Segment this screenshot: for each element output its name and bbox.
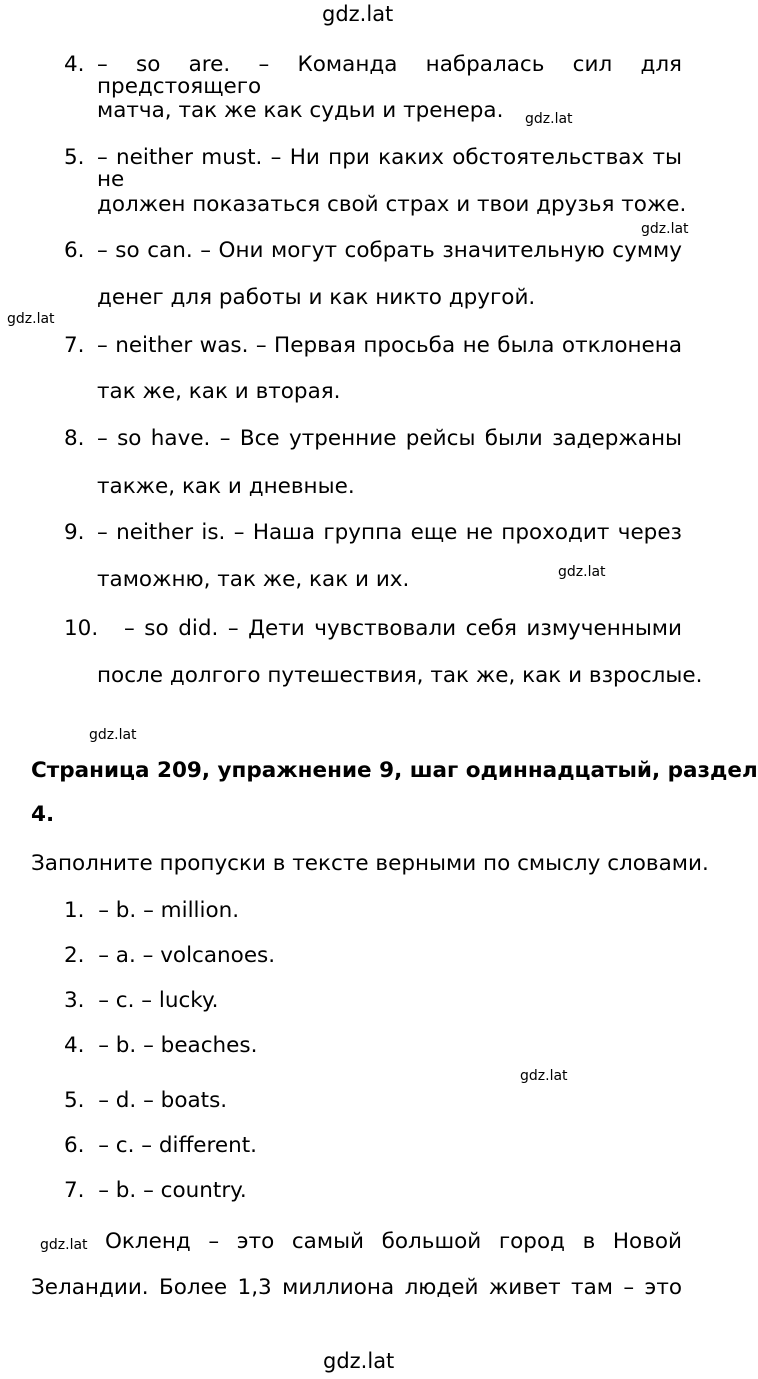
item-number: 9. bbox=[64, 520, 85, 545]
answer-text: – d. – boats. bbox=[98, 1088, 228, 1113]
answer-number: 4. bbox=[64, 1033, 85, 1058]
answer-text: – b. – beaches. bbox=[98, 1033, 258, 1058]
list-item bbox=[64, 1090, 227, 1112]
item-text-line1: – so are. – Команда набралась сил для предстоящего bbox=[97, 52, 682, 99]
list-item bbox=[64, 1135, 257, 1157]
answer-number: 6. bbox=[64, 1133, 85, 1158]
item-text-line1: – so can. – Они могут собрать значительную сумму bbox=[97, 238, 682, 263]
item-number: 4. bbox=[64, 52, 85, 77]
task-instruction: Заполните пропуски в тексте верными по смыслу словами. bbox=[31, 851, 709, 876]
watermark: gdz.lat bbox=[7, 311, 55, 327]
answer-number: 7. bbox=[64, 1178, 85, 1203]
item-text-line1: – neither is. – Наша группа еще не проходит через bbox=[97, 520, 682, 545]
answer-text: – c. – different. bbox=[98, 1133, 257, 1158]
answer-text: – c. – lucky. bbox=[98, 988, 219, 1013]
answer-number: 1. bbox=[64, 898, 85, 923]
answer-text: – b. – country. bbox=[98, 1178, 247, 1203]
list-item bbox=[64, 1035, 257, 1057]
list-item bbox=[64, 900, 239, 922]
watermark: gdz.lat bbox=[89, 727, 137, 743]
item-text-line2: таможню, так же, как и их. bbox=[97, 567, 410, 592]
item-number: 7. bbox=[64, 333, 85, 358]
answer-number: 3. bbox=[64, 988, 85, 1013]
item-text-line2: денег для работы и как никто другой. bbox=[97, 285, 536, 310]
item-number: 6. bbox=[64, 238, 85, 263]
list-item bbox=[64, 945, 275, 967]
item-number: 5. bbox=[64, 145, 85, 170]
item-text-line1: – neither must. – Ни при каких обстоятельствах ты не bbox=[97, 145, 682, 192]
answer-text: – a. – volcanoes. bbox=[98, 943, 276, 968]
item-text-line2: также, как и дневные. bbox=[97, 474, 355, 499]
section-heading: Страница 209, упражнение 9, шаг одиннадцатый, раздел bbox=[31, 758, 758, 783]
answer-text: – b. – million. bbox=[98, 898, 240, 923]
watermark: gdz.lat bbox=[323, 1349, 395, 1373]
paragraph-line: Зеландии. Более 1,3 миллиона людей живет там – это bbox=[31, 1275, 682, 1300]
answer-number: 5. bbox=[64, 1088, 85, 1113]
watermark: gdz.lat bbox=[641, 221, 689, 237]
watermark: gdz.lat bbox=[322, 2, 394, 26]
item-text-line1: – so have. – Все утренние рейсы были задержаны bbox=[97, 426, 682, 451]
item-text-line2: после долгого путешествия, так же, как и взрослые. bbox=[97, 663, 703, 688]
watermark: gdz.lat bbox=[558, 564, 606, 580]
item-text-line2: матча, так же как судьи и тренера. bbox=[97, 98, 504, 123]
item-text-line2: должен показаться свой страх и твои друзья тоже. bbox=[97, 192, 687, 217]
paragraph-line: Окленд – это самый большой город в Новой bbox=[105, 1229, 682, 1254]
watermark: gdz.lat bbox=[525, 111, 573, 127]
item-number: 8. bbox=[64, 426, 85, 451]
list-item bbox=[64, 1180, 247, 1202]
watermark: gdz.lat bbox=[520, 1068, 568, 1084]
item-number: 10. bbox=[64, 616, 99, 641]
watermark: gdz.lat bbox=[40, 1237, 88, 1253]
section-heading-continued: 4. bbox=[31, 802, 55, 827]
list-item bbox=[64, 990, 218, 1012]
item-text-line1: – neither was. – Первая просьба не была отклонена bbox=[97, 333, 682, 358]
item-text-line2: так же, как и вторая. bbox=[97, 379, 341, 404]
item-text-line1: – so did. – Дети чувствовали себя измученными bbox=[124, 616, 682, 641]
answer-number: 2. bbox=[64, 943, 85, 968]
